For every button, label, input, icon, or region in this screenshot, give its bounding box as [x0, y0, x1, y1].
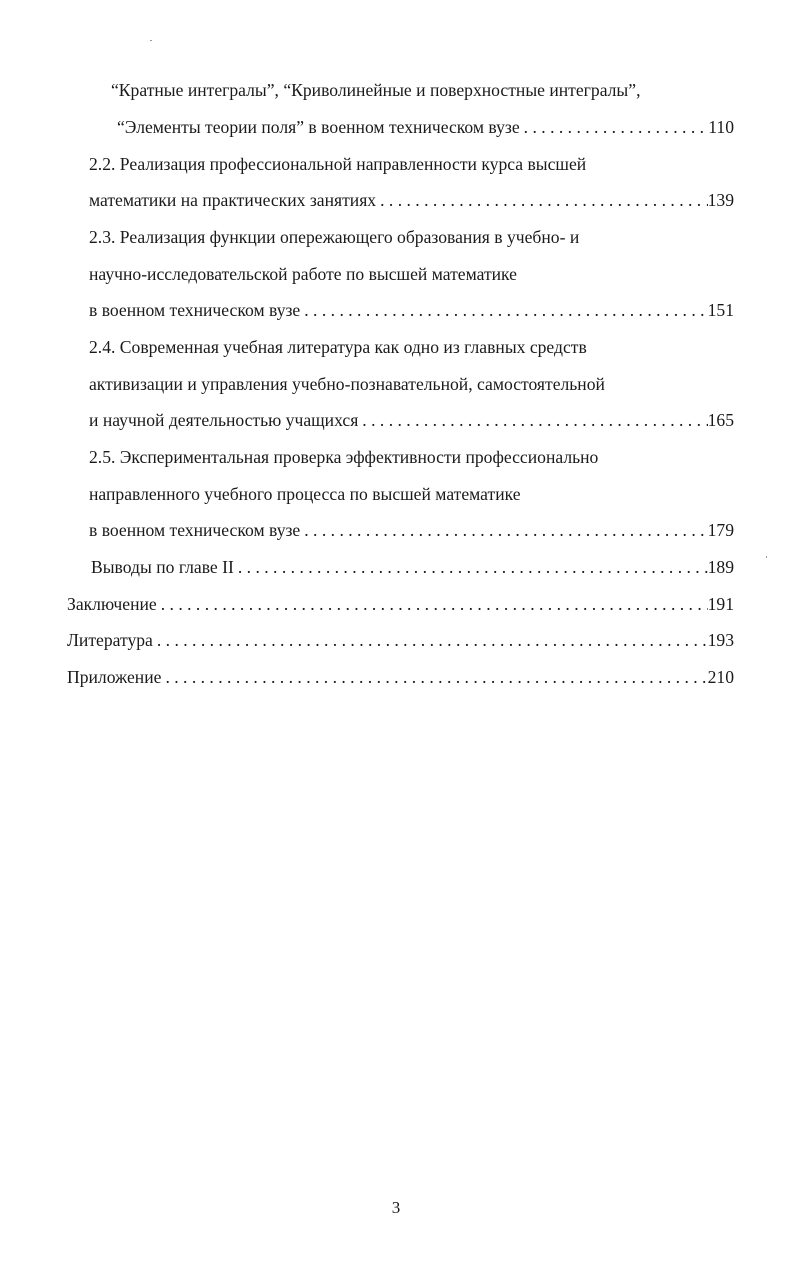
toc-page-number: 151	[707, 300, 734, 320]
toc-line	[89, 335, 709, 359]
toc-entry-text: 2.4. Современная учебная литература как одно из главных средств	[89, 337, 587, 357]
toc-entry	[91, 555, 734, 579]
toc-page-number: 193	[707, 630, 734, 650]
toc-entry	[67, 628, 734, 652]
dot-leader	[161, 665, 707, 689]
scan-speck	[766, 556, 767, 558]
toc-entry-text: и научной деятельностью учащихся	[89, 410, 359, 430]
toc-entry	[67, 592, 734, 616]
dot-leader	[520, 115, 709, 139]
toc-entry	[89, 408, 734, 432]
toc-entry	[67, 665, 734, 689]
dot-leader	[300, 298, 707, 322]
toc-entry-text: 2.3. Реализация функции опережающего образования в учебно- и	[89, 227, 580, 247]
dot-leader	[153, 628, 708, 652]
toc-entry	[117, 115, 734, 139]
toc-entry	[89, 518, 734, 542]
dot-leader	[157, 592, 708, 616]
toc-entry-text: математики на практических занятиях	[89, 190, 377, 210]
toc-page-number: 139	[707, 190, 734, 210]
dot-leader	[358, 408, 707, 432]
toc-line	[89, 372, 734, 396]
toc-entry-text: активизации и управления учебно-познавательной, самостоятельной	[89, 374, 605, 394]
toc-line	[89, 262, 709, 286]
toc-entry-text: в военном техническом вузе	[89, 300, 301, 320]
toc-page-number: 165	[707, 410, 734, 430]
dot-leader	[234, 555, 708, 579]
toc-line	[111, 78, 731, 102]
toc-entry-text: Литература	[67, 630, 153, 650]
toc-entry-text: 2.2. Реализация профессиональной направленности курса высшей	[89, 154, 587, 174]
toc-page-number: 191	[707, 594, 734, 614]
toc-entry	[89, 298, 734, 322]
toc-line	[89, 152, 709, 176]
toc-entry-text: 2.5. Экспериментальная проверка эффективности профессионально	[89, 447, 599, 467]
toc-entry-text: научно-исследовательской работе по высшей математике	[89, 264, 517, 284]
toc-entry	[89, 188, 734, 212]
toc-entry-text: Выводы по главе II	[91, 557, 234, 577]
toc-entry-text: Заключение	[67, 594, 157, 614]
scan-speck	[150, 40, 152, 41]
dot-leader	[376, 188, 708, 212]
toc-entry-text: “Кратные интегралы”, “Криволинейные и поверхностные интегралы”,	[111, 80, 641, 100]
toc-entry-text: “Элементы теории поля” в военном техническом вузе	[117, 117, 520, 137]
toc-entry-text: в военном техническом вузе	[89, 520, 301, 540]
toc-line	[89, 482, 709, 506]
toc-entry-text: Приложение	[67, 667, 162, 687]
toc-entry-text: направленного учебного процесса по высшей математике	[89, 484, 521, 504]
toc-line	[89, 445, 709, 469]
toc-line	[89, 225, 709, 249]
toc-page-number: 210	[707, 667, 734, 687]
toc-page-number: 189	[707, 557, 734, 577]
toc-page-number: 110	[708, 117, 734, 137]
toc-page-number: 179	[707, 520, 734, 540]
dot-leader	[300, 518, 707, 542]
page-number: 3	[391, 1198, 401, 1217]
